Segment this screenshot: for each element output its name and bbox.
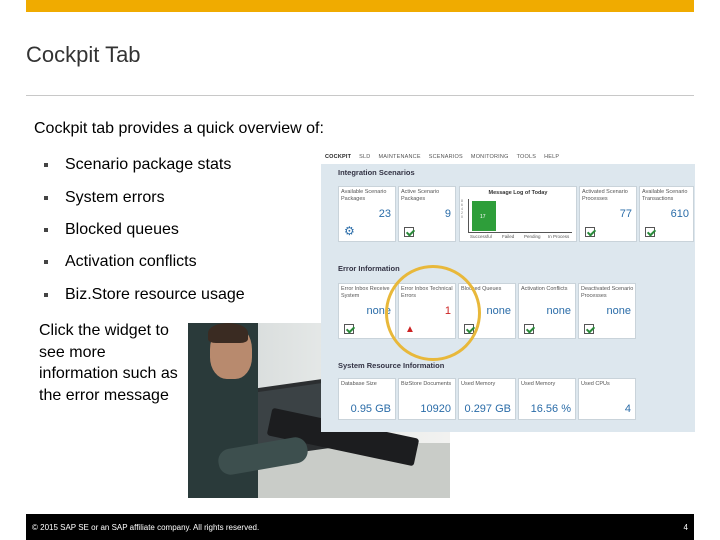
list-item-label: Scenario package stats [65, 156, 232, 174]
widget-value: none [546, 305, 571, 317]
x-axis [468, 232, 572, 233]
database-size-widget[interactable] [338, 378, 396, 420]
widget-value: 0.95 GB [350, 403, 391, 415]
widget-label: Activated Scenario Processes [582, 189, 628, 202]
widget-label: Available Scenario Packages [341, 189, 387, 202]
list-item-label: System errors [65, 188, 165, 206]
intro-text: Cockpit tab provides a quick overview of: [34, 120, 324, 137]
deactivated-processes-widget[interactable] [578, 283, 636, 339]
menu-item-monitoring[interactable]: MONITORING [470, 154, 509, 160]
gear-icon[interactable]: ⚙ [344, 224, 355, 238]
list-item-label: Biz.Store resource usage [65, 285, 245, 303]
activation-conflicts-widget[interactable] [518, 283, 576, 339]
widget-label: Database Size [341, 381, 377, 387]
bullet-icon [44, 196, 48, 200]
widget-label: Blocked Queues [461, 286, 502, 292]
widget-value: 77 [619, 208, 632, 220]
widget-value: 9 [444, 208, 451, 220]
cockpit-menu [321, 150, 695, 164]
widget-value: 10920 [420, 403, 451, 415]
cockpit-screenshot [321, 150, 695, 432]
slide-title: Cockpit Tab [26, 42, 141, 67]
top-accent-bar [26, 0, 694, 12]
menu-item-sld[interactable]: SLD [359, 154, 371, 160]
checkmark-icon [524, 324, 534, 334]
widget-value: 610 [670, 208, 689, 220]
checkmark-icon [584, 324, 594, 334]
x-tick-label: Successful [470, 234, 492, 239]
bullet-icon [44, 260, 48, 264]
checkmark-icon [404, 227, 414, 237]
menu-item-cockpit[interactable]: COCKPIT [325, 154, 352, 160]
widget-label: Error Inbox Receive System [341, 286, 390, 299]
bizstore-documents-widget[interactable] [398, 378, 456, 420]
widget-note: Click the widget to see more information such as the error message [39, 322, 178, 404]
widget-value: 23 [378, 208, 391, 220]
widget-label: Deactivated Scenario Processes [581, 286, 634, 299]
list-item [44, 246, 245, 278]
menu-item-help[interactable]: HELP [544, 154, 560, 160]
checkmark-icon [344, 324, 354, 334]
checkmark-icon [645, 227, 655, 237]
used-memory-gb-widget[interactable] [458, 378, 516, 420]
widget-label: BizStore Documents [401, 381, 452, 387]
widget-label: Used CPUs [581, 381, 610, 387]
checkmark-icon [585, 227, 595, 237]
used-cpus-widget[interactable] [578, 378, 636, 420]
widget-label: Active Scenario Packages [401, 189, 440, 202]
y-axis-ticks: 8 6 4 2 0 [461, 199, 463, 219]
widget-value: none [366, 305, 391, 317]
footer-bar [26, 514, 694, 540]
highlight-circle [385, 265, 481, 361]
resource-heading: System Resource Information [338, 361, 445, 370]
copyright-text: © 2015 SAP SE or an SAP affiliate company. All rights reserved. [32, 522, 260, 532]
list-item [44, 149, 245, 181]
page-number: 4 [683, 522, 688, 532]
widget-label: Activation Conflicts [521, 286, 568, 292]
widget-value: 16.56 % [530, 403, 571, 415]
list-item [44, 279, 245, 311]
menu-item-tools[interactable]: TOOLS [516, 154, 537, 160]
list-item-label: Activation conflicts [65, 253, 197, 271]
warning-icon: ▲ [405, 324, 415, 335]
available-packages-widget[interactable] [338, 186, 396, 242]
x-tick-label: In Process [548, 234, 570, 239]
chart-title: Message Log of Today [488, 190, 548, 196]
widget-value: 0.297 GB [464, 403, 511, 415]
error-heading: Error Information [338, 264, 400, 273]
active-packages-widget[interactable] [398, 186, 456, 242]
list-item [44, 214, 245, 246]
widget-value: none [486, 305, 511, 317]
widget-value: 4 [624, 403, 631, 415]
widget-value: 1 [444, 305, 451, 317]
list-item [44, 181, 245, 213]
menu-item-maintenance[interactable]: MAINTENANCE [378, 154, 421, 160]
menu-item-scenarios[interactable]: SCENARIOS [428, 154, 463, 160]
widget-label: Used Memory [461, 381, 496, 387]
list-item-label: Blocked queues [65, 220, 179, 238]
title-divider [26, 95, 694, 96]
x-tick-label: Pending [524, 234, 541, 239]
y-axis [468, 199, 469, 232]
bullet-icon [44, 163, 48, 167]
bullet-icon [44, 228, 48, 232]
widget-label: Used Memory [521, 381, 556, 387]
integration-heading: Integration Scenarios [338, 168, 415, 177]
x-tick-label: Failed [502, 234, 515, 239]
feature-list [44, 149, 245, 311]
widget-label: Available Scenario Transactions [642, 189, 688, 202]
bar-value-label: 17 [480, 214, 486, 220]
available-transactions-widget[interactable] [639, 186, 694, 242]
widget-label: Error Inbox Technical Errors [401, 286, 453, 299]
bullet-icon [44, 293, 48, 297]
message-log-chart[interactable] [459, 186, 577, 242]
used-memory-percent-widget[interactable] [518, 378, 576, 420]
widget-value: none [606, 305, 631, 317]
activated-processes-widget[interactable] [579, 186, 637, 242]
